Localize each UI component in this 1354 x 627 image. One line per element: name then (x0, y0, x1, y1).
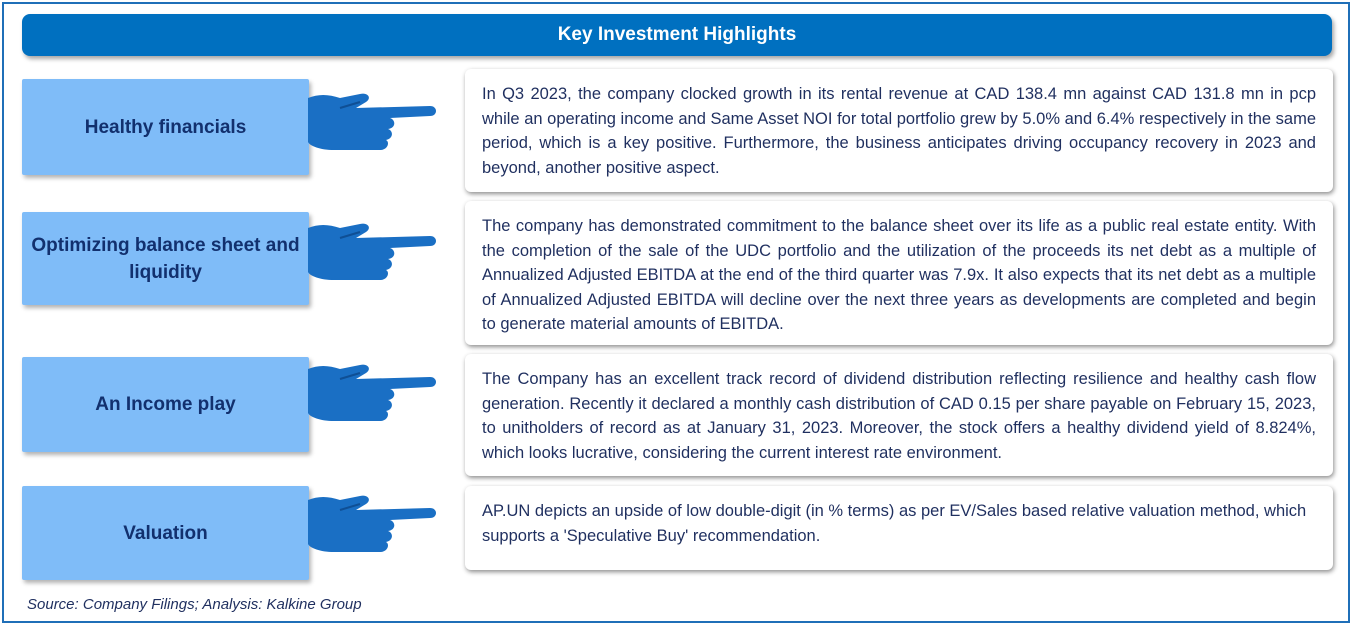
highlight-label-valuation: Valuation (22, 486, 309, 580)
highlight-description: The company has demonstrated commitment to the balance sheet over its life as a public real estate entity. With the completion of the sale of the UDC portfolio and the utilization of the proceeds its net debt as a multiple of Annualized Adjusted EBITDA at the end of the third quarter was 7.9x. It also expects that its net debt as a multiple of Annualized Adjusted EBITDA will decline over the next three years as developments are completed and begin to generate material amounts of EBITDA. (465, 201, 1333, 345)
highlight-description: The Company has an excellent track record of dividend distribution reflecting resilience and healthy cash flow generation. Recently it declared a monthly cash distribution of CAD 0.15 per share payable on February 15, 2023, to unitholders of record as at January 31, 2023. Moreover, the stock offers a healthy dividend yield of 8.824%, which looks lucrative, considering the current interest rate environment. (465, 354, 1333, 476)
pointing-hand-icon (300, 486, 440, 556)
highlight-description: In Q3 2023, the company clocked growth in its rental revenue at CAD 138.4 mn against CAD 131.8 mn in pcp while an operating income and Same Asset NOI for total portfolio grew by 5.0% and 6.4% respectively in the same period, which is a key positive. Furthermore, the business anticipates driving occupancy recovery in 2023 and beyond, another positive aspect. (465, 69, 1333, 192)
section-header (22, 14, 1332, 56)
highlight-label-balance-sheet: Optimizing balance sheet and liquidity (22, 212, 309, 305)
highlight-label-income-play: An Income play (22, 357, 309, 452)
pointing-hand-icon (300, 355, 440, 425)
pointing-hand-icon (300, 214, 440, 284)
highlight-label-healthy-financials: Healthy financials (22, 79, 309, 175)
source-note: Source: Company Filings; Analysis: Kalkine Group (27, 596, 362, 613)
highlight-description: AP.UN depicts an upside of low double-digit (in % terms) as per EV/Sales based relative valuation method, which supports a 'Speculative Buy' recommendation. (465, 486, 1333, 570)
header-title: Key Investment Highlights (557, 24, 797, 45)
pointing-hand-icon (300, 84, 440, 154)
